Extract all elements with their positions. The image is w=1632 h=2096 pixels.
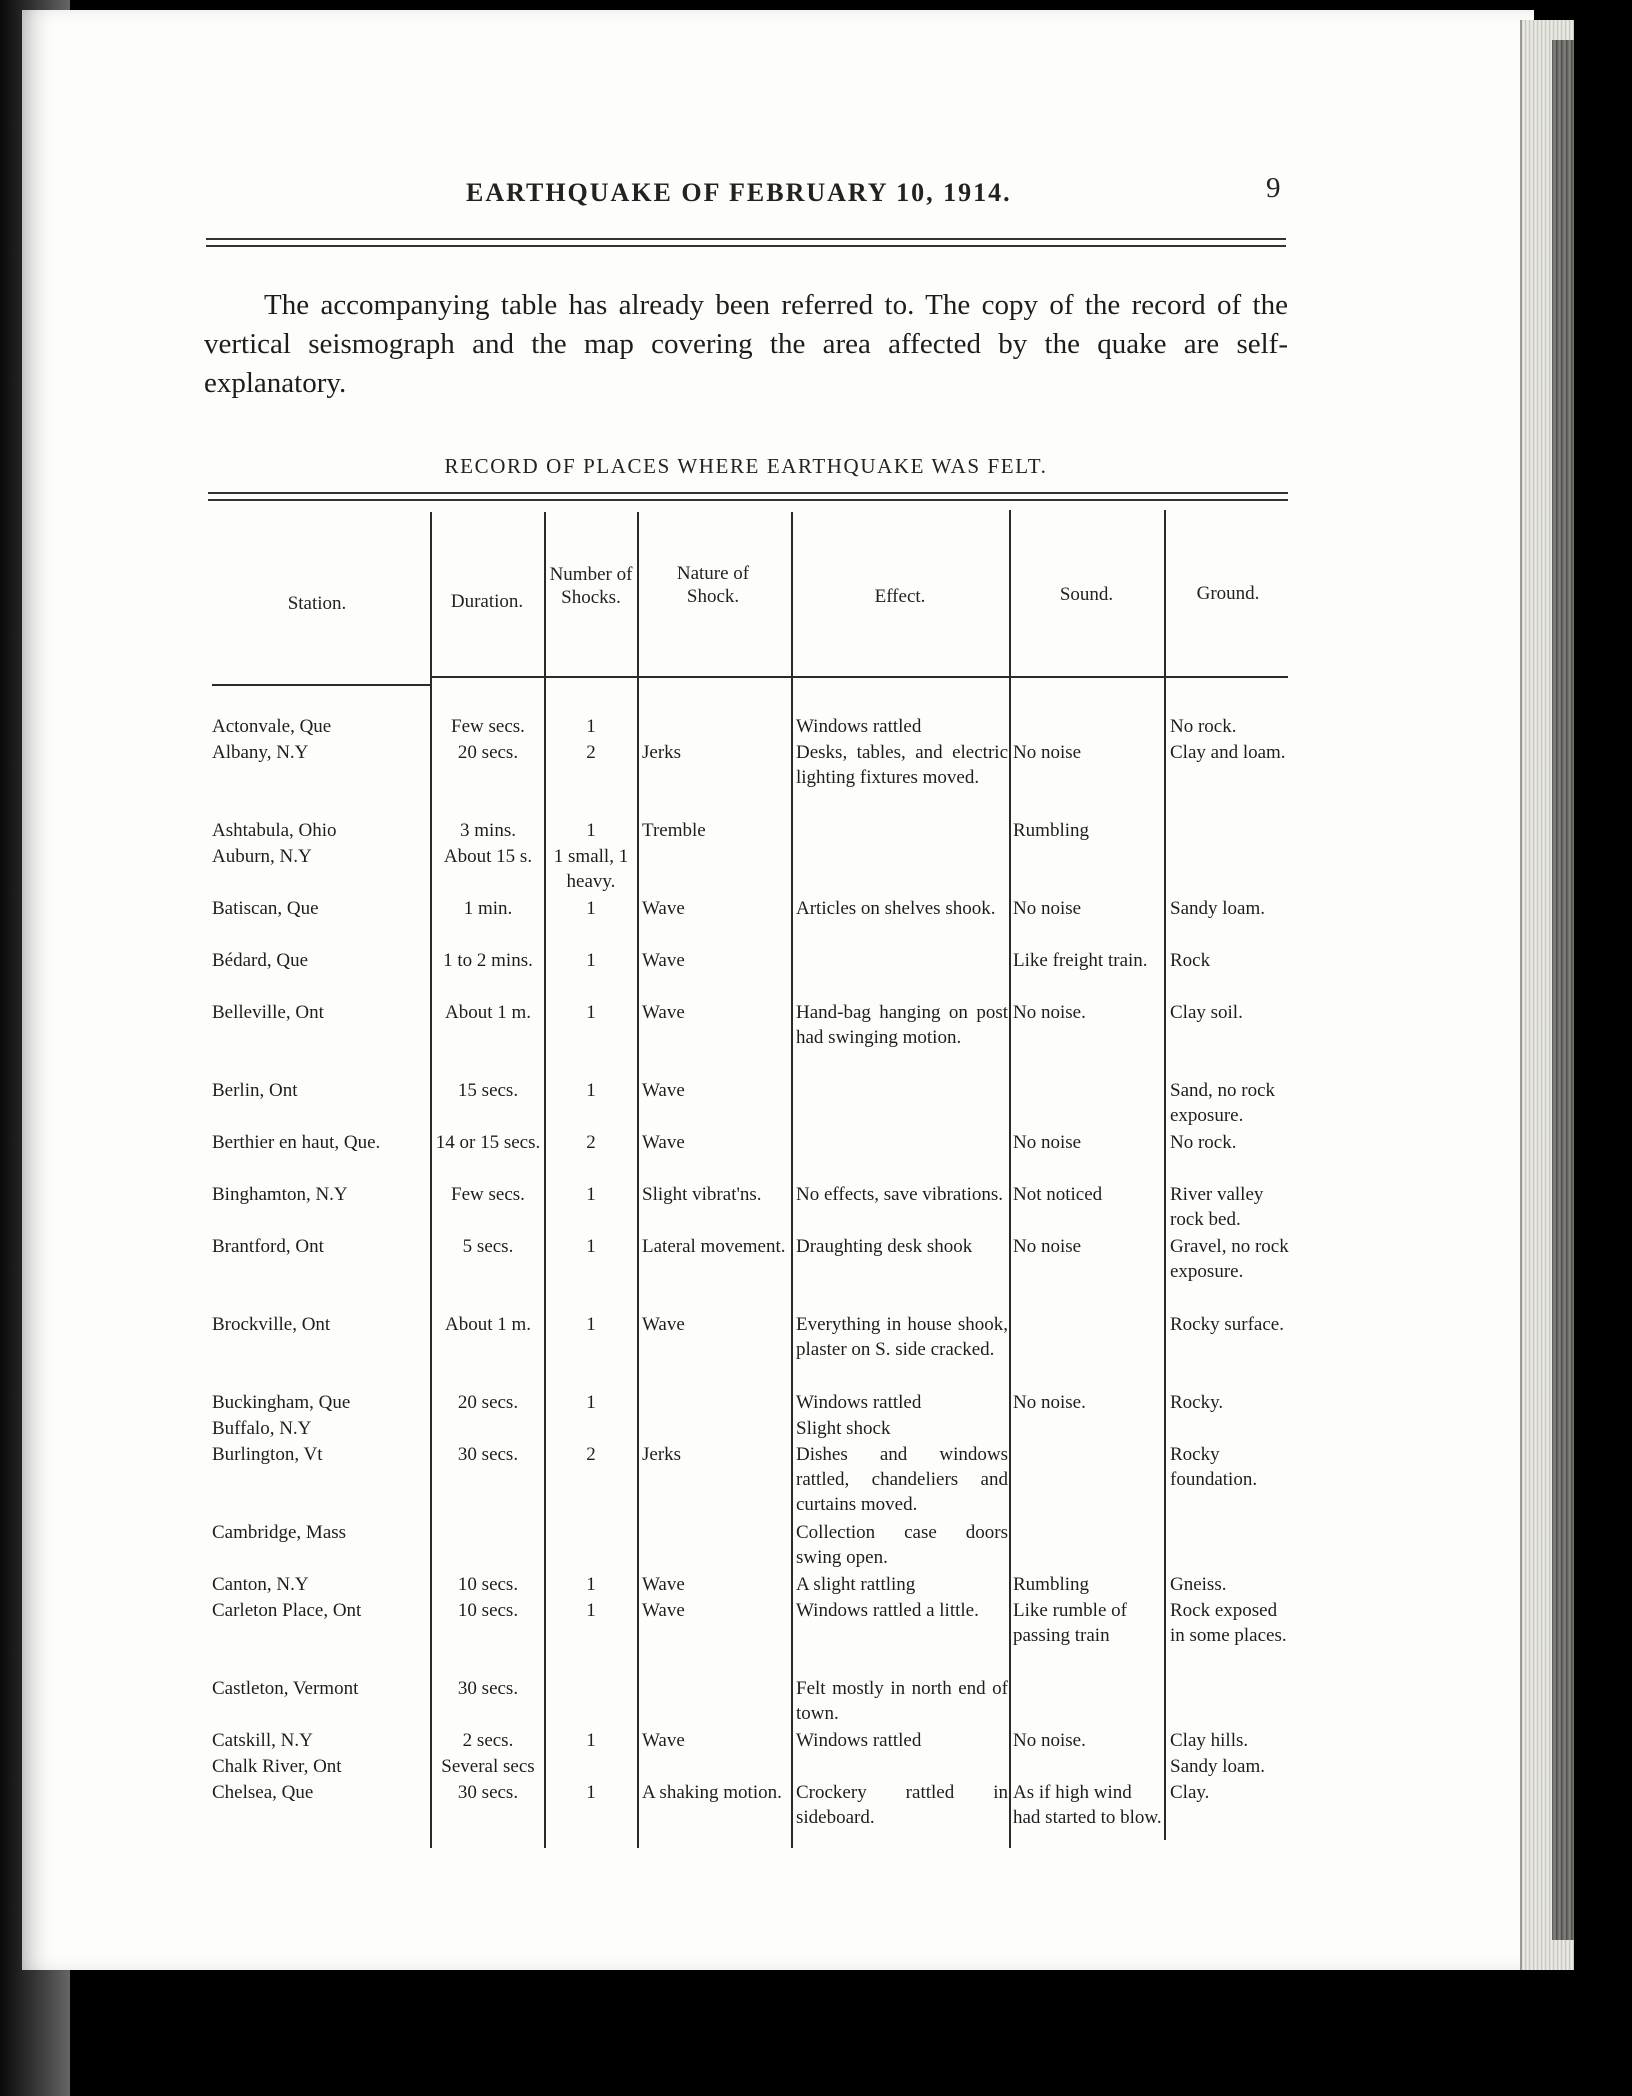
cell-duration: 20 secs. xyxy=(457,1392,519,1413)
header-rule xyxy=(206,238,1286,247)
cell-station: Catskill, N.Y xyxy=(212,1730,313,1751)
cell-number: 1 small, 1 heavy. xyxy=(553,846,629,892)
cell-nature: Wave xyxy=(642,1314,685,1335)
cell-effect: Draughting desk shook xyxy=(796,1236,973,1257)
cell-duration: 1 to 2 mins. xyxy=(443,950,533,971)
cell-nature: Wave xyxy=(642,1600,685,1621)
cell-number: 2 xyxy=(586,1444,596,1465)
cell-duration: 30 secs. xyxy=(457,1444,519,1465)
cell-ground: Gneiss. xyxy=(1170,1574,1227,1595)
cell-nature: Wave xyxy=(642,1574,685,1595)
cell-number: 1 xyxy=(586,1080,596,1101)
cell-nature: Wave xyxy=(642,1002,685,1023)
cell-station: Chalk River, Ont xyxy=(212,1756,342,1777)
cell-number: 2 xyxy=(586,1132,596,1153)
col-divider xyxy=(1009,510,1011,1848)
cell-number: 1 xyxy=(586,1730,596,1751)
running-title: EARTHQUAKE OF FEBRUARY 10, 1914. xyxy=(466,178,1012,207)
cell-duration: Several secs xyxy=(441,1756,535,1777)
col-divider xyxy=(1164,510,1166,1840)
cell-ground: No rock. xyxy=(1170,716,1237,737)
col-header-sound: Sound. xyxy=(1059,584,1114,605)
cell-ground: Clay soil. xyxy=(1170,1002,1243,1023)
cell-station: Bédard, Que xyxy=(212,950,309,971)
cell-duration: 3 mins. xyxy=(460,820,516,841)
cell-number: 1 xyxy=(586,1314,596,1335)
table-top-rule xyxy=(208,492,1288,501)
cell-duration: 10 secs. xyxy=(457,1600,519,1621)
cell-station: Binghamton, N.Y xyxy=(212,1184,348,1205)
cell-station: Burlington, Vt xyxy=(212,1444,323,1465)
cell-effect: Slight shock xyxy=(796,1418,891,1439)
cell-station: Chelsea, Que xyxy=(212,1782,314,1803)
cell-sound: Like freight train. xyxy=(1013,950,1148,971)
cell-effect: Desks, tables, and electric lighting fixtures moved. xyxy=(796,742,1008,788)
col-divider xyxy=(791,512,793,1848)
cell-ground: Sandy loam. xyxy=(1170,898,1265,919)
cell-ground: River valley rock bed. xyxy=(1170,1184,1264,1230)
cell-station: Berthier en haut, Que. xyxy=(212,1132,381,1153)
cell-station: Brockville, Ont xyxy=(212,1314,331,1335)
cell-nature: Tremble xyxy=(642,820,706,841)
cell-effect: Articles on shelves shook. xyxy=(796,898,996,919)
cell-effect: No effects, save vibrations. xyxy=(796,1184,1004,1205)
cell-station: Batiscan, Que xyxy=(212,898,319,919)
cell-station: Auburn, N.Y xyxy=(212,846,312,867)
cell-ground: Rock exposed in some places. xyxy=(1170,1600,1287,1646)
book-spine-edge xyxy=(1552,40,1574,1940)
cell-nature: Lateral movement. xyxy=(642,1236,786,1257)
cell-station: Belleville, Ont xyxy=(212,1002,324,1023)
cell-number: 2 xyxy=(586,742,596,763)
cell-station: Ashtabula, Ohio xyxy=(212,820,337,841)
cell-sound: No noise xyxy=(1013,742,1082,763)
col-header-effect: Effect. xyxy=(874,586,926,607)
cell-sound: No noise. xyxy=(1013,1392,1086,1413)
cell-sound: Rumbling xyxy=(1013,1574,1090,1595)
cell-station: Berlin, Ont xyxy=(212,1080,298,1101)
cell-sound: Like rumble of passing train xyxy=(1013,1600,1127,1646)
cell-ground: No rock. xyxy=(1170,1132,1237,1153)
cell-duration: About 15 s. xyxy=(443,846,533,867)
cell-duration: About 1 m. xyxy=(444,1314,532,1335)
cell-nature: Slight vibrat'ns. xyxy=(642,1184,762,1205)
cell-duration: 10 secs. xyxy=(457,1574,519,1595)
cell-ground: Rocky foundation. xyxy=(1170,1444,1258,1490)
cell-sound: No noise xyxy=(1013,1132,1082,1153)
cell-nature: Wave xyxy=(642,950,685,971)
cell-duration: 20 secs. xyxy=(457,742,519,763)
cell-nature: Jerks xyxy=(642,1444,682,1465)
cell-station: Castleton, Vermont xyxy=(212,1678,359,1699)
cell-effect: A slight rattling xyxy=(796,1574,916,1595)
cell-effect: Windows rattled xyxy=(796,1730,922,1751)
cell-ground: Sandy loam. xyxy=(1170,1756,1265,1777)
col-divider xyxy=(637,512,639,1848)
table-title: RECORD OF PLACES WHERE EARTHQUAKE WAS FELT. xyxy=(444,454,1048,478)
cell-effect: Crockery rattled in sideboard. xyxy=(796,1782,1008,1828)
cell-number: 1 xyxy=(586,1600,596,1621)
cell-ground: Clay. xyxy=(1170,1782,1210,1803)
cell-duration: 30 secs. xyxy=(457,1678,519,1699)
cell-duration: 5 secs. xyxy=(462,1236,514,1257)
cell-station: Actonvale, Que xyxy=(212,716,332,737)
cell-duration: 14 or 15 secs. xyxy=(435,1132,541,1153)
cell-sound: Not noticed xyxy=(1013,1184,1103,1205)
col-header-nature: Nature of Shock. xyxy=(676,563,750,607)
cell-nature: Wave xyxy=(642,1132,685,1153)
cell-sound: No noise xyxy=(1013,1236,1082,1257)
cell-duration: 2 secs. xyxy=(462,1730,514,1751)
cell-number: 1 xyxy=(586,1236,596,1257)
cell-effect: Everything in house shook, plaster on S. side cracked. xyxy=(796,1314,1008,1360)
cell-effect: Collection case doors swing open. xyxy=(796,1522,1008,1568)
cell-effect: Windows rattled xyxy=(796,1392,922,1413)
cell-duration: About 1 m. xyxy=(444,1002,532,1023)
cell-station: Albany, N.Y xyxy=(212,742,309,763)
cell-effect: Windows rattled xyxy=(796,716,922,737)
cell-duration: 1 min. xyxy=(463,898,513,919)
cell-number: 1 xyxy=(586,1782,596,1803)
cell-duration: 15 secs. xyxy=(457,1080,519,1101)
cell-ground: Rocky surface. xyxy=(1170,1314,1284,1335)
cell-effect: Dishes and windows rattled, chandeliers and curtains moved. xyxy=(796,1444,1008,1515)
col-header-number: Number of Shocks. xyxy=(549,564,633,608)
cell-station: Carleton Place, Ont xyxy=(212,1600,362,1621)
col-divider xyxy=(430,512,432,1848)
cell-station: Canton, N.Y xyxy=(212,1574,309,1595)
cell-effect: Hand-bag hanging on post had swinging motion. xyxy=(796,1002,1008,1048)
col-divider xyxy=(544,512,546,1848)
cell-number: 1 xyxy=(586,1184,596,1205)
cell-duration: Few secs. xyxy=(451,716,525,737)
cell-nature: A shaking motion. xyxy=(642,1782,782,1803)
col-header-ground: Ground. xyxy=(1196,583,1260,604)
cell-ground: Rocky. xyxy=(1170,1392,1224,1413)
cell-sound: As if high wind had started to blow. xyxy=(1013,1782,1162,1828)
cell-effect: Felt mostly in north end of town. xyxy=(796,1678,1008,1724)
cell-number: 1 xyxy=(586,950,596,971)
cell-station: Buffalo, N.Y xyxy=(212,1418,312,1439)
cell-sound: No noise xyxy=(1013,898,1082,919)
cell-effect: Windows rattled a little. xyxy=(796,1600,979,1621)
intro-paragraph: The accompanying table has already been referred to. The copy of the record of the vertical seismograph and the map covering the area affected by the quake are self-explanatory. xyxy=(204,289,1288,399)
col-header-station: Station. xyxy=(287,593,347,614)
cell-number: 1 xyxy=(586,820,596,841)
cell-nature: Jerks xyxy=(642,742,682,763)
header-underline xyxy=(432,676,1288,678)
cell-duration: 30 secs. xyxy=(457,1782,519,1803)
col-header-duration: Duration. xyxy=(450,591,524,612)
cell-nature: Wave xyxy=(642,1080,685,1101)
cell-ground: Clay hills. xyxy=(1170,1730,1249,1751)
cell-station: Buckingham, Que xyxy=(212,1392,351,1413)
header-underline xyxy=(212,684,432,686)
cell-duration: Few secs. xyxy=(451,1184,525,1205)
cell-ground: Sand, no rock exposure. xyxy=(1170,1080,1276,1126)
cell-sound: Rumbling xyxy=(1013,820,1090,841)
cell-nature: Wave xyxy=(642,898,685,919)
cell-nature: Wave xyxy=(642,1730,685,1751)
cell-sound: No noise. xyxy=(1013,1002,1086,1023)
cell-number: 1 xyxy=(586,898,596,919)
cell-number: 1 xyxy=(586,1392,596,1413)
cell-number: 1 xyxy=(586,716,596,737)
cell-ground: Gravel, no rock exposure. xyxy=(1170,1236,1289,1282)
cell-sound: No noise. xyxy=(1013,1730,1086,1751)
cell-station: Cambridge, Mass xyxy=(212,1522,347,1543)
page-number: 9 xyxy=(1266,172,1281,204)
cell-ground: Rock xyxy=(1170,950,1211,971)
cell-ground: Clay and loam. xyxy=(1170,742,1286,763)
cell-station: Brantford, Ont xyxy=(212,1236,324,1257)
cell-number: 1 xyxy=(586,1574,596,1595)
cell-number: 1 xyxy=(586,1002,596,1023)
